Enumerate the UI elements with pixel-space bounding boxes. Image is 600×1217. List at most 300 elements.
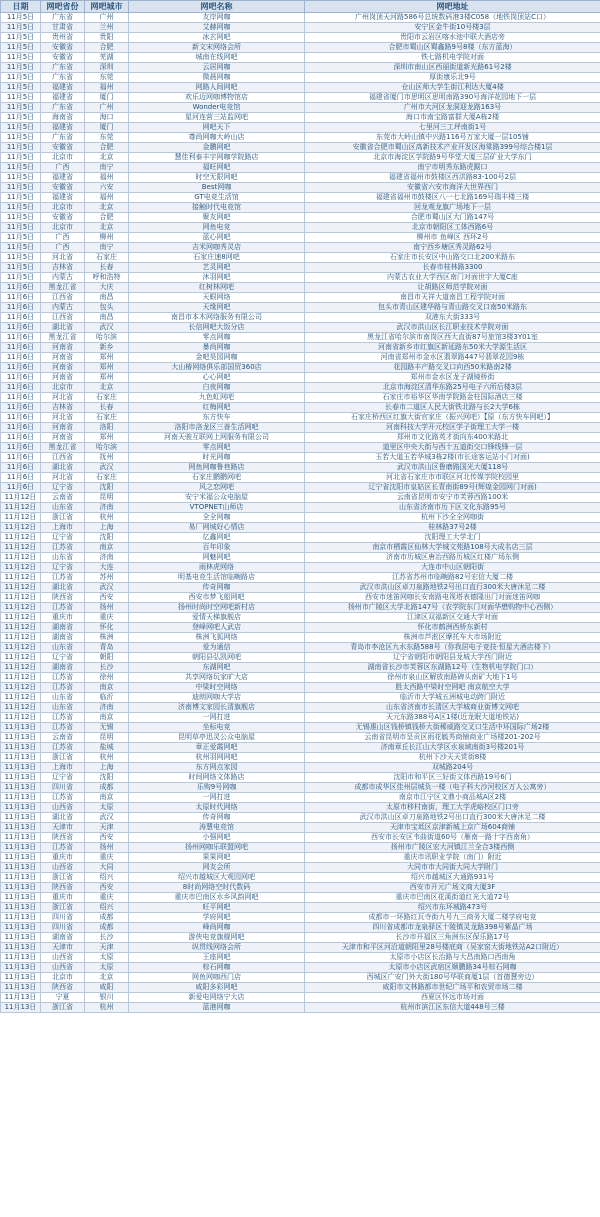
cell-cafe-name: 沐羽网吧 (129, 273, 305, 283)
cell-cafe-address: 绍兴市东环城路473号 (305, 903, 600, 913)
cell-date: 11月5日 (1, 103, 41, 113)
cell-date: 11月6日 (1, 333, 41, 343)
table-row (1, 653, 600, 663)
cell-cafe-address: 胜太西路中梁时空网吧 南京航空大学 (305, 683, 600, 693)
cell-province: 天津市 (41, 943, 85, 953)
cell-city: 太原 (85, 953, 129, 963)
table-row (1, 283, 600, 293)
cell-date: 11月6日 (1, 293, 41, 303)
cell-date: 11月5日 (1, 123, 41, 133)
table-row (1, 253, 600, 263)
table-row (1, 53, 600, 63)
table-row (1, 873, 600, 883)
table-row (1, 923, 600, 933)
cell-date: 11月13日 (1, 953, 41, 963)
cell-cafe-name: 西安市梦飞船网吧 (129, 593, 305, 603)
cell-province: 广西 (41, 163, 85, 173)
cell-city: 哈尔滨 (85, 443, 129, 453)
cell-city: 西安 (85, 833, 129, 843)
cell-cafe-address: 河南省郑州市金水区翡翠路447号翡翠花园9栋 (305, 353, 600, 363)
cell-city: 昆明 (85, 733, 129, 743)
cell-cafe-name: 福旺网吧 (129, 163, 305, 173)
cell-cafe-address: 桂林路37号2楼 (305, 523, 600, 533)
cell-date: 11月6日 (1, 373, 41, 383)
cell-province: 湖北省 (41, 583, 85, 593)
cell-date: 11月12日 (1, 633, 41, 643)
cell-city: 兰州 (85, 23, 129, 33)
cell-cafe-address: 黑龙江省哈尔滨市南岗区西大直街87号旅馆3楼3Y01室 (305, 333, 600, 343)
cell-city: 包头 (85, 303, 129, 313)
table-row (1, 343, 600, 353)
cell-province: 河南省 (41, 433, 85, 443)
header-city: 网吧城市 (85, 1, 129, 13)
cell-cafe-name: 网鱼网咖鲁巷路店 (129, 463, 305, 473)
cell-cafe-name: 聚友网吧 (129, 213, 305, 223)
cell-province: 福建省 (41, 83, 85, 93)
cell-cafe-address: 西安市长安区韦曲街道60号（雁南一路十字西南角） (305, 833, 600, 843)
cell-cafe-address: 天元东路388号A区1楼(近龙眠大道地铁站) (305, 713, 600, 723)
cell-cafe-name: 重庆市巴南区水乡风韵网吧 (129, 893, 305, 903)
cell-cafe-name: 一网打进 (129, 713, 305, 723)
cell-cafe-address: 南宁西乡塘区秀灵路62号 (305, 243, 600, 253)
table-row (1, 43, 600, 53)
cell-province: 辽宁省 (41, 773, 85, 783)
cell-date: 11月6日 (1, 313, 41, 323)
cell-city: 芜湖 (85, 53, 129, 63)
cell-city: 西安 (85, 593, 129, 603)
cell-date: 11月5日 (1, 153, 41, 163)
table-row (1, 643, 600, 653)
cell-cafe-address: 内蒙古农业大学西区南门对面世宇大厦C座 (305, 273, 600, 283)
cell-cafe-name: 友岸网咖 (129, 13, 305, 23)
cell-cafe-address: 天津市和平区河沿道朝阳里28号楼底商（吴家窑大街地铁站A2口附近） (305, 943, 600, 953)
cell-province: 河北省 (41, 473, 85, 483)
cell-cafe-address: 沈阳市和平区三好街文体西路19号6门 (305, 773, 600, 783)
cell-province: 浙江省 (41, 903, 85, 913)
cell-cafe-name: 大山椿网络俱乐部国贸360店 (129, 363, 305, 373)
cell-date: 11月12日 (1, 553, 41, 563)
cell-cafe-name: 章正爱霞网吧 (129, 743, 305, 753)
cell-province: 内蒙古 (41, 303, 85, 313)
cell-city: 南京 (85, 793, 129, 803)
cell-cafe-address: 郑州市金水区龙子湖镜桥街 (305, 373, 600, 383)
cell-city: 银川 (85, 993, 129, 1003)
cell-province: 河南省 (41, 353, 85, 363)
cell-province: 广东省 (41, 63, 85, 73)
cell-province: 江苏省 (41, 683, 85, 693)
cell-cafe-name: 新爱电网络宁大店 (129, 993, 305, 1003)
cell-city: 咸阳 (85, 983, 129, 993)
cell-city: 绍兴 (85, 873, 129, 883)
cell-cafe-address: 杭州下沙全全网咖街 (305, 513, 600, 523)
cell-province: 江苏省 (41, 603, 85, 613)
table-row (1, 713, 600, 723)
cell-province: 辽宁省 (41, 483, 85, 493)
cell-city: 成都 (85, 783, 129, 793)
cell-cafe-name: 白夜网咖 (129, 383, 305, 393)
header-cafe-address: 网吧地址 (305, 1, 600, 13)
cell-province: 黑龙江省 (41, 443, 85, 453)
cell-cafe-name: 长信网吧大饭分店 (129, 323, 305, 333)
cell-province: 广西 (41, 243, 85, 253)
cell-city: 石家庄 (85, 393, 129, 403)
cell-date: 11月5日 (1, 193, 41, 203)
cell-province: 湖北省 (41, 323, 85, 333)
header-date: 日期 (1, 1, 41, 13)
cell-date: 11月13日 (1, 753, 41, 763)
cell-date: 11月13日 (1, 763, 41, 773)
cell-date: 11月12日 (1, 713, 41, 723)
cell-province: 山西省 (41, 863, 85, 873)
cell-date: 11月6日 (1, 283, 41, 293)
cell-province: 江西省 (41, 453, 85, 463)
cell-province: 山东省 (41, 643, 85, 653)
table-row (1, 663, 600, 673)
cell-cafe-name: 网路人间网吧 (129, 83, 305, 93)
cell-cafe-name: 果果网吧 (129, 853, 305, 863)
cell-city: 北京 (85, 153, 129, 163)
cell-province: 江苏省 (41, 793, 85, 803)
cell-cafe-name: 石家庄速8网吧 (129, 253, 305, 263)
cell-date: 11月6日 (1, 403, 41, 413)
cell-city: 南京 (85, 713, 129, 723)
cell-city: 临沂 (85, 693, 129, 703)
cell-cafe-address: 咸阳市文林路都市世纪广场平和农贸市场二楼 (305, 983, 600, 993)
cell-province: 广东省 (41, 73, 85, 83)
cell-cafe-name: 爱为通信 (129, 643, 305, 653)
cell-city: 石家庄 (85, 253, 129, 263)
cell-date: 11月12日 (1, 593, 41, 603)
cell-cafe-address: 四川省成都市龙泉驿区十陵镇灵龙路398号紫晶广场 (305, 923, 600, 933)
cell-city: 沈阳 (85, 483, 129, 493)
cell-cafe-name: 游侠电竞旗舰网吧 (129, 933, 305, 943)
table-row (1, 143, 600, 153)
cell-cafe-name: 欢乐迈网咖博物馆店 (129, 93, 305, 103)
cell-city: 深圳 (85, 63, 129, 73)
cell-city: 苏州 (85, 573, 129, 583)
cell-date: 11月5日 (1, 223, 41, 233)
cell-city: 徐州 (85, 673, 129, 683)
cell-cafe-address: 西安市开元广场文商大厦3F (305, 883, 600, 893)
table-row (1, 703, 600, 713)
table-row (1, 683, 600, 693)
cell-cafe-name: 心心网吧 (129, 373, 305, 383)
cell-province: 湖北省 (41, 813, 85, 823)
cell-cafe-name: 一网打进 (129, 793, 305, 803)
cell-province: 河南省 (41, 373, 85, 383)
cell-cafe-name: 网鱼电竞 (129, 223, 305, 233)
table-header (1, 1, 600, 13)
cell-city: 上海 (85, 763, 129, 773)
cell-province: 福建省 (41, 123, 85, 133)
cell-cafe-address: 北京市海淀区学院路9号华堂大厦三层矿业大学东门 (305, 153, 600, 163)
cell-cafe-name: 扬州网咖乐联盟网吧 (129, 843, 305, 853)
cell-cafe-name: Best网咖 (129, 183, 305, 193)
table-row (1, 773, 600, 783)
cell-province: 北京市 (41, 203, 85, 213)
cell-cafe-address: 七里河三工坪南街1号 (305, 123, 600, 133)
cell-cafe-address: 厚街康乐北9号 (305, 73, 600, 83)
cell-date: 11月6日 (1, 393, 41, 403)
table-row (1, 413, 600, 423)
cell-city: 无锡 (85, 723, 129, 733)
cell-city: 扬州 (85, 603, 129, 613)
cell-province: 重庆市 (41, 893, 85, 903)
cell-date: 11月13日 (1, 803, 41, 813)
table-row (1, 583, 600, 593)
cell-cafe-name: 亿鑫网吧 (129, 533, 305, 543)
cell-province: 湖南省 (41, 663, 85, 673)
cell-city: 合肥 (85, 143, 129, 153)
cell-cafe-name: 慧佳利泰丰宇网咖学院路店 (129, 153, 305, 163)
cell-city: 沈阳 (85, 773, 129, 783)
cell-cafe-name: 峰尚网咖 (129, 923, 305, 933)
cell-cafe-name: 明基电竞生活馆临畹路店 (129, 573, 305, 583)
table-row (1, 223, 600, 233)
table-row (1, 1003, 600, 1013)
cell-cafe-name: VTOPNET山师店 (129, 503, 305, 513)
cell-city: 东莞 (85, 133, 129, 143)
cell-province: 福建省 (41, 193, 85, 203)
cell-cafe-name: 东方快车 (129, 413, 305, 423)
cell-cafe-address: 北京市朝阳区工体西路6号 (305, 223, 600, 233)
cell-cafe-name: GT电竞生活馆 (129, 193, 305, 203)
table-row (1, 833, 600, 843)
cell-cafe-address: 济南章丘长江山大学区水泉域南街3号楼201号 (305, 743, 600, 753)
cell-city: 郑州 (85, 353, 129, 363)
cell-province: 天津市 (41, 823, 85, 833)
table-row (1, 673, 600, 683)
table-row (1, 893, 600, 903)
cell-cafe-address: 武汉市洪山区长江职业技术学院对面 (305, 323, 600, 333)
cell-city: 洛阳 (85, 423, 129, 433)
cell-date: 11月12日 (1, 683, 41, 693)
cell-cafe-name: 小强网吧 (129, 833, 305, 843)
cell-date: 11月5日 (1, 83, 41, 93)
cell-cafe-name: 暴尚网咖 (129, 343, 305, 353)
cell-cafe-name: 蓝心网吧 (129, 233, 305, 243)
cell-date: 11月12日 (1, 693, 41, 703)
cell-cafe-name: 艺灵网吧 (129, 263, 305, 273)
cell-date: 11月13日 (1, 783, 41, 793)
cell-cafe-address: 海口市南宝路富群大厦A栋2楼 (305, 113, 600, 123)
cell-cafe-address: 湖南省长沙市芙蓉区东湖路12号（生物机电学院门口） (305, 663, 600, 673)
table-row (1, 423, 600, 433)
cell-cafe-name: 涛慧电竞馆 (129, 823, 305, 833)
table-row (1, 263, 600, 273)
table-row (1, 173, 600, 183)
table-row (1, 233, 600, 243)
cell-city: 重庆 (85, 613, 129, 623)
cell-cafe-name: 纵贯线网络会所 (129, 943, 305, 953)
cell-date: 11月5日 (1, 113, 41, 123)
cell-province: 湖南省 (41, 633, 85, 643)
cell-cafe-name: 网友会所 (129, 863, 305, 873)
cell-province: 辽宁省 (41, 563, 85, 573)
cell-cafe-name: 冰玄网吧 (129, 33, 305, 43)
cell-cafe-address: 贵阳市云岩区喀水池中联大酒店旁 (305, 33, 600, 43)
cell-date: 11月12日 (1, 663, 41, 673)
cell-cafe-address: 河南省新乡市红旗区新延路东50米大学源生活区 (305, 343, 600, 353)
table-row (1, 403, 600, 413)
cell-cafe-name: 星河连营三站监网吧 (129, 113, 305, 123)
cell-province: 吉林省 (41, 403, 85, 413)
cell-city: 厦门 (85, 93, 129, 103)
cell-cafe-name: 朝阳县弘凯网吧 (129, 653, 305, 663)
cell-cafe-address: 辽宁省朝阳市朝阳县龙城大学西门附近 (305, 653, 600, 663)
cell-cafe-address: 铁七路机电学院对面 (305, 53, 600, 63)
cell-cafe-name: 乐购9号网咖 (129, 783, 305, 793)
cell-cafe-address: 扬州市广陵区宏大河镇江兰全合3楼西侧 (305, 843, 600, 853)
table-row (1, 523, 600, 533)
table-row (1, 183, 600, 193)
cell-cafe-address: 东莞市大岭山镇中兴路116号万家大厦一层105铺 (305, 133, 600, 143)
table-row (1, 813, 600, 823)
cell-province: 北京市 (41, 153, 85, 163)
cell-cafe-address: 河南科技大学开元校区学子街理工大学一楼 (305, 423, 600, 433)
cell-province: 安徽省 (41, 213, 85, 223)
cell-date: 11月5日 (1, 253, 41, 263)
cell-date: 11月13日 (1, 773, 41, 783)
cell-city: 株洲 (85, 633, 129, 643)
table-row (1, 313, 600, 323)
cell-city: 石家庄 (85, 413, 129, 423)
cell-province: 重庆市 (41, 853, 85, 863)
cell-cafe-name: 全全网咖 (129, 513, 305, 523)
cell-city: 贵阳 (85, 33, 129, 43)
cell-cafe-address: 成都市成华区佳州层城负一楼（电子科大沙河校区万人公寓旁） (305, 783, 600, 793)
cell-province: 湖南省 (41, 623, 85, 633)
cell-city: 大庆 (85, 283, 129, 293)
cell-date: 11月6日 (1, 413, 41, 423)
cell-date: 11月6日 (1, 483, 41, 493)
cell-date: 11月12日 (1, 643, 41, 653)
cell-cafe-name: 天缘网吧 (129, 303, 305, 313)
cell-city: 济南 (85, 703, 129, 713)
cell-cafe-address: 杭州下沙天天赏街8楼 (305, 753, 600, 763)
cell-date: 11月6日 (1, 423, 41, 433)
cell-city: 长沙 (85, 663, 129, 673)
cell-date: 11月6日 (1, 463, 41, 473)
table-row (1, 593, 600, 603)
table-row (1, 693, 600, 703)
header-cafe-name: 网吧名称 (129, 1, 305, 13)
cell-date: 11月5日 (1, 273, 41, 283)
table-row (1, 963, 600, 973)
cell-date: 11月6日 (1, 383, 41, 393)
cell-city: 厦门 (85, 123, 129, 133)
cell-cafe-name: 时空无限网吧 (129, 173, 305, 183)
table-row (1, 23, 600, 33)
cell-city: 长沙 (85, 933, 129, 943)
cell-city: 上海 (85, 523, 129, 533)
cell-cafe-address: 江苏省苏州市临畹路82号宏信大厦二楼 (305, 573, 600, 583)
cell-date: 11月12日 (1, 533, 41, 543)
cell-date: 11月5日 (1, 173, 41, 183)
cell-city: 南昌 (85, 293, 129, 303)
cell-date: 11月12日 (1, 603, 41, 613)
cell-date: 11月12日 (1, 673, 41, 683)
cell-date: 11月5日 (1, 143, 41, 153)
table-row (1, 363, 600, 373)
cell-cafe-address: 大同市市大同街大同大学附门 (305, 863, 600, 873)
cell-cafe-name: 坐标电竞 (129, 723, 305, 733)
cell-date: 11月13日 (1, 723, 41, 733)
cell-cafe-address: 长春市二道区人民大街铁北路与长2大学6栋 (305, 403, 600, 413)
cell-cafe-address: 广州岗顶天河路586号总统数码港3楼C058（地铁岗顶站C口） (305, 13, 600, 23)
table-row (1, 103, 600, 113)
cell-province: 河北省 (41, 393, 85, 403)
table-row (1, 973, 600, 983)
cell-cafe-name: 咸阳多彩网吧 (129, 983, 305, 993)
table-row (1, 63, 600, 73)
cell-date: 11月5日 (1, 53, 41, 63)
cell-city: 武汉 (85, 323, 129, 333)
cell-date: 11月6日 (1, 343, 41, 353)
cell-province: 陕西省 (41, 883, 85, 893)
cell-cafe-address: 石家庄市裕华区华南学院路金柱国际酒店三楼 (305, 393, 600, 403)
cell-cafe-name: 时光网咖 (129, 453, 305, 463)
cell-date: 11月13日 (1, 793, 41, 803)
cell-cafe-address: 深圳市南山区西丽街道新光路61号2楼 (305, 63, 600, 73)
cell-cafe-address: 西城区广安门外大街180号华联商厦1层（首德慧旁边） (305, 973, 600, 983)
cell-province: 江苏省 (41, 543, 85, 553)
cell-city: 南宁 (85, 163, 129, 173)
table-row (1, 73, 600, 83)
cell-cafe-name: 时间网络文体路店 (129, 773, 305, 783)
table-row (1, 793, 600, 803)
cell-province: 宁夏 (41, 993, 85, 1003)
cell-province: 四川省 (41, 923, 85, 933)
table-row (1, 483, 600, 493)
cell-cafe-name: 传奇网咖 (129, 583, 305, 593)
cell-date: 11月12日 (1, 513, 41, 523)
table-row (1, 323, 600, 333)
cell-date: 11月13日 (1, 903, 41, 913)
cell-province: 河北省 (41, 253, 85, 263)
cell-cafe-address: 南昌市天祥大道南昌工程学院对面 (305, 293, 600, 303)
cell-city: 杭州 (85, 1003, 129, 1013)
cell-province: 山东省 (41, 703, 85, 713)
cell-cafe-name: 中梁时空网络 (129, 683, 305, 693)
cell-cafe-address: 河北省石家庄市市联区河北传媒学院校园里 (305, 473, 600, 483)
cell-cafe-name: 旺平网吧 (129, 903, 305, 913)
cell-cafe-name: 石家庄鹏鹏网吧 (129, 473, 305, 483)
table-row (1, 13, 600, 23)
table-row (1, 443, 600, 453)
cell-province: 江西省 (41, 293, 85, 303)
cell-province: 安徽省 (41, 53, 85, 63)
cell-province: 四川省 (41, 913, 85, 923)
cell-province: 福建省 (41, 173, 85, 183)
cell-cafe-name: 爱情天梯旗舰店 (129, 613, 305, 623)
cell-cafe-address: 让胡路区师范学院对面 (305, 283, 600, 293)
table-row (1, 473, 600, 483)
table-row (1, 623, 600, 633)
cell-city: 重庆 (85, 853, 129, 863)
cell-date: 11月13日 (1, 873, 41, 883)
cell-province: 浙江省 (41, 1003, 85, 1013)
cell-city: 武汉 (85, 813, 129, 823)
cell-province: 江苏省 (41, 713, 85, 723)
cell-date: 11月6日 (1, 323, 41, 333)
cell-cafe-address: 云南省昆明市安宁市芙蓉西路100米 (305, 493, 600, 503)
cell-city: 济南 (85, 503, 129, 513)
cell-cafe-name: 株洲飞狐网络 (129, 633, 305, 643)
cell-cafe-name: 迪朗网咖大学店 (129, 693, 305, 703)
cell-cafe-name: 东方网点家园 (129, 763, 305, 773)
cell-city: 武汉 (85, 463, 129, 473)
